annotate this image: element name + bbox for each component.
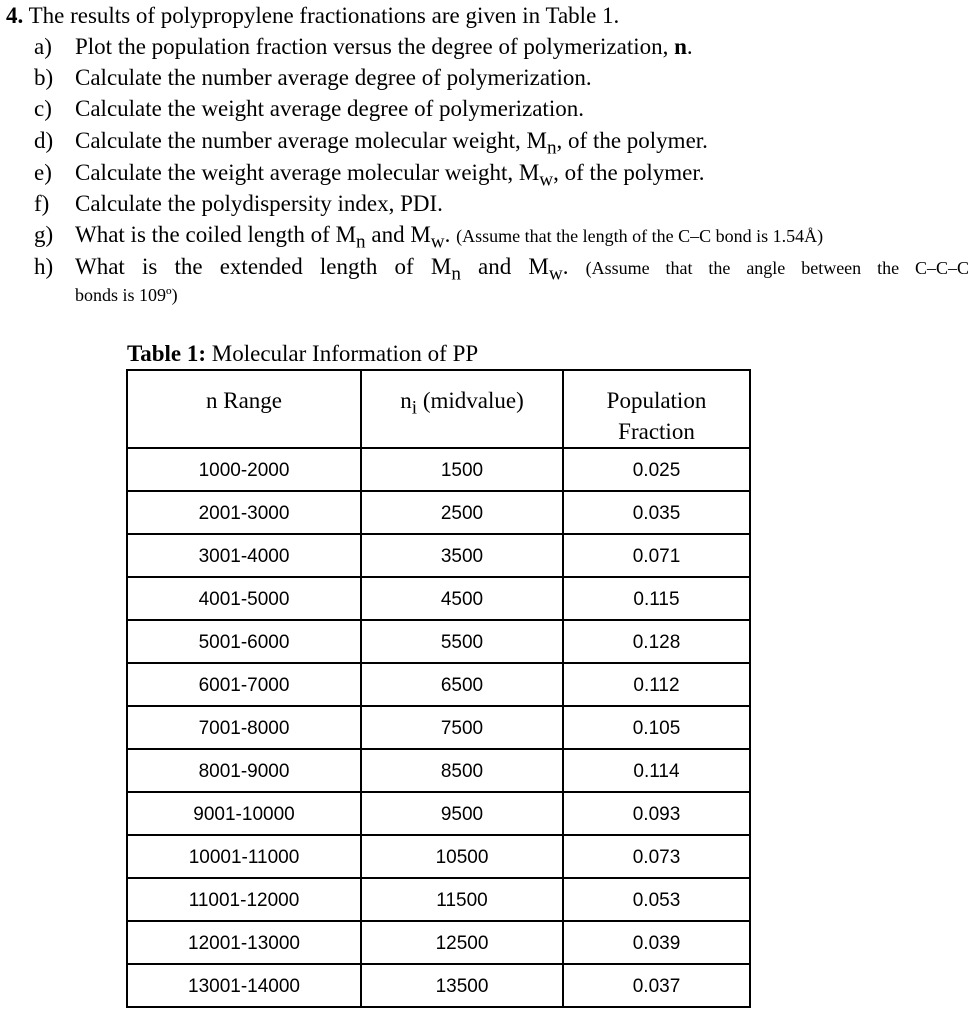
cell-population-fraction: 0.039 <box>563 921 750 964</box>
cell-midvalue: 8500 <box>361 749 563 792</box>
part-text: Plot the population fraction versus the degree of polymerization, <box>75 34 675 59</box>
cell-midvalue: 1500 <box>361 448 563 491</box>
cell-midvalue: 9500 <box>361 792 563 835</box>
cell-midvalue: 13500 <box>361 964 563 1007</box>
cell-n-range: 6001-7000 <box>127 663 361 706</box>
cell-population-fraction: 0.105 <box>563 706 750 749</box>
cell-population-fraction: 0.114 <box>563 749 750 792</box>
cell-population-fraction: 0.128 <box>563 620 750 663</box>
table-row <box>127 534 750 577</box>
table-row <box>127 663 750 706</box>
part-label: b) <box>34 65 54 90</box>
cell-midvalue: 10500 <box>361 835 563 878</box>
cell-population-fraction: 0.025 <box>563 448 750 491</box>
cell-population-fraction: 0.073 <box>563 835 750 878</box>
cell-population-fraction: 0.115 <box>563 577 750 620</box>
cell-midvalue: 6500 <box>361 663 563 706</box>
table-row <box>127 577 750 620</box>
part-text: Calculate the number average degree of polymerization. <box>75 65 592 90</box>
table-row <box>127 878 750 921</box>
question-intro: The results of polypropylene fractionations are given in Table 1. <box>28 3 620 28</box>
table-row <box>127 491 750 534</box>
cell-n-range: 8001-9000 <box>127 749 361 792</box>
part-label: e) <box>34 160 52 185</box>
cell-n-range: 2001-3000 <box>127 491 361 534</box>
cell-midvalue: 5500 <box>361 620 563 663</box>
cell-n-range: 13001-14000 <box>127 964 361 1007</box>
cell-midvalue: 2500 <box>361 491 563 534</box>
cell-n-range: 7001-8000 <box>127 706 361 749</box>
cell-midvalue: 3500 <box>361 534 563 577</box>
table-header-row <box>127 370 750 448</box>
cell-n-range: 3001-4000 <box>127 534 361 577</box>
header-population-fraction: Population Fraction <box>563 370 750 448</box>
part-text: Calculate the number average molecular weight, M <box>75 128 547 153</box>
cell-n-range: 4001-5000 <box>127 577 361 620</box>
cell-midvalue: 7500 <box>361 706 563 749</box>
table-row <box>127 964 750 1007</box>
table-row <box>127 706 750 749</box>
part-h-note-continued: bonds is 109º) <box>75 285 178 305</box>
cell-n-range: 10001-11000 <box>127 835 361 878</box>
cell-n-range: 9001-10000 <box>127 792 361 835</box>
table-row <box>127 792 750 835</box>
part-text: Calculate the weight average molecular weight, M <box>75 160 540 185</box>
cell-midvalue: 11500 <box>361 878 563 921</box>
cell-population-fraction: 0.071 <box>563 534 750 577</box>
cell-n-range: 11001-12000 <box>127 878 361 921</box>
cell-population-fraction: 0.035 <box>563 491 750 534</box>
cell-population-fraction: 0.053 <box>563 878 750 921</box>
table-row <box>127 448 750 491</box>
cell-population-fraction: 0.093 <box>563 792 750 835</box>
table-row <box>127 749 750 792</box>
table-row <box>127 835 750 878</box>
part-text: Calculate the weight average degree of polymerization. <box>75 96 584 121</box>
data-table <box>126 369 751 1008</box>
part-label: f) <box>34 191 50 216</box>
table-caption: Table 1: Molecular Information of PP <box>127 341 479 366</box>
question-number: 4. <box>6 3 24 28</box>
table-body <box>127 448 750 1007</box>
cell-n-range: 12001-13000 <box>127 921 361 964</box>
question-heading <box>6 2 619 30</box>
part-label: c) <box>34 96 52 121</box>
part-text: Calculate the polydispersity index, PDI. <box>75 191 443 216</box>
cell-midvalue: 4500 <box>361 577 563 620</box>
part-label: g) <box>34 222 54 247</box>
part-bold-n: n <box>674 34 687 59</box>
part-note: (Assume that the angle between the C–C–C <box>585 258 969 278</box>
cell-population-fraction: 0.112 <box>563 663 750 706</box>
part-note: (Assume that the length of the C–C bond is 1.54Å) <box>456 226 824 246</box>
cell-population-fraction: 0.037 <box>563 964 750 1007</box>
header-midvalue: $n_i$ (midvalue) <box>361 370 563 448</box>
cell-n-range: 1000-2000 <box>127 448 361 491</box>
header-n-range: n Range <box>127 370 361 448</box>
table-row <box>127 620 750 663</box>
table-row <box>127 921 750 964</box>
cell-n-range: 5001-6000 <box>127 620 361 663</box>
cell-midvalue: 12500 <box>361 921 563 964</box>
part-label: a) <box>34 34 52 59</box>
part-label: h) <box>34 254 54 279</box>
part-label: d) <box>34 128 54 153</box>
